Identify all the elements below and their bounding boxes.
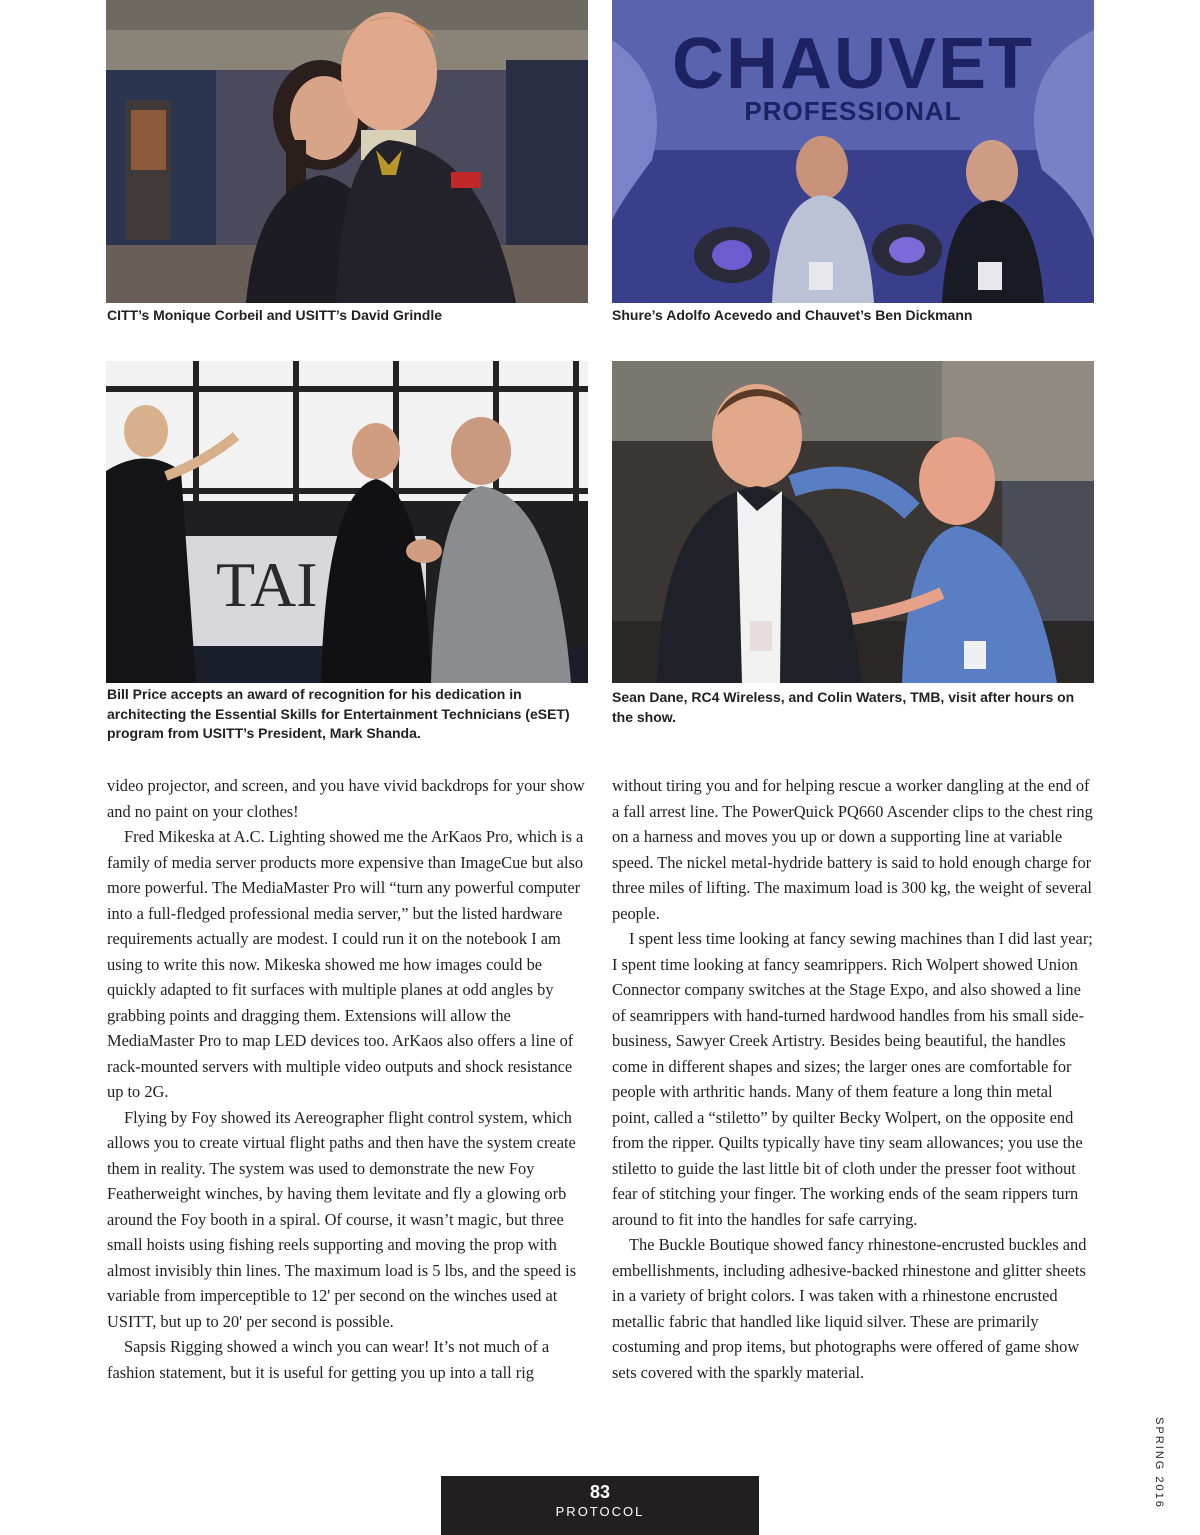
issue-side-label [1148,1417,1170,1509]
article-paragraph: The Buckle Boutique showed fancy rhinestone-encrusted buckles and embellishments, including adhesive-backed rhinestone and glitter sheets in a variety of bright colors. I was taken with a rhinestone encrusted metallic fabric that handled like liquid silver. These are primarily costuming and prop items, but photographs were offered of game show sets covered with the sparkly material. [612,1235,1087,1382]
photo-chauvet-booth [612,0,1094,303]
photo-caption: Bill Price accepts an award of recognition for his dedication in architecting the Essential Skills for Entertainment Technicians (eSET) program from USITT’s President, Mark Shanda. [107,686,570,741]
article-paragraph: Sapsis Rigging showed a winch you can wear! It’s not much of a fashion statement, but it is useful for getting you up into a tall rig [107,1337,550,1382]
issue-side-label-text: SPRING 2016 [1153,1417,1165,1509]
photo-dane-waters [612,361,1094,683]
banner-text-professional: PROFESSIONAL [744,96,962,126]
article-column-right [612,773,1094,1385]
page-footer [441,1476,759,1535]
article-column-left [107,773,589,1385]
article-paragraph: without tiring you and for helping rescue a worker dangling at the end of a fall arrest line. The PowerQuick PQ660 Ascender clips to the chest ring on a harness and moves you up or down a supporting line at variable speed. The nickel metal-hydride battery is said to hold enough charge for three miles of lifting. The maximum load is 300 kg, the weight of several people. [612,776,1093,923]
page-number: 83 [589,1482,611,1502]
banner-text-chauvet: CHAUVET [671,24,1035,104]
photo-caption: Shure’s Adolfo Acevedo and Chauvet’s Ben Dickmann [612,307,973,323]
photo-caption: Sean Dane, RC4 Wireless, and Colin Waters, TMB, visit after hours on the show. [612,689,1075,725]
article-paragraph: Flying by Foy showed its Aereographer flight control system, which allows you to create virtual flight paths and then have the system create them in reality. The system was used to demonstrate the new Foy Featherweight winches, by having them levitate and fly a glowing orb around the Foy booth in a spiral. Of course, it wasn’t magic, but three small hoists using fishing reels supporting and moving the prop with almost invisibly thin lines. The maximum load is 5 lbs, and the speed is variable from imperceptible to 12' per second on the winches used at USITT, but up to 20' per second is possible. [107,1107,577,1331]
article-paragraph: video projector, and screen, and you have vivid backdrops for your show and no paint on your clothes! [107,776,585,821]
article-paragraph: I spent less time looking at fancy sewing machines than I did last year; I spent time looking at fancy seamrippers. Rich Wolpert showed Union Connector company switches at the Stage Expo, and also showed a line of seamrippers with hand-turned hardwood handles from his small side-business, Sawyer Creek Artistry. Besides being beautiful, the handles come in different shapes and sizes; the larger ones are comfortable for people with arthritic hands. Many of them feature a long thin metal point, called a “stiletto” by quilter Becky Wolpert, on the opposite end from the ripper. Quilts typically have tiny seam allowances; you use the stiletto to guide the last little bit of cloth under the presser foot without fear of stitching your finger. The working ends of the seam rippers turn around to fit into the handles for safe carrying. [612,929,1093,1229]
publication-name: PROTOCOL [555,1504,645,1519]
photo-bill-price-award [106,361,588,683]
article-paragraph: Fred Mikeska at A.C. Lighting showed me the ArKaos Pro, which is a family of media server products more expensive than ImageCue but also more powerful. The MediaMaster Pro will “turn any powerful computer into a full-fledged professional media server,” but the listed hardware requirements actually are modest. I could run it on the notebook I am using to write this now. Mikeska showed me how images could be quickly adapted to fit surfaces with multiple planes at odd angles by grabbing points and dragging them. Extensions will allow the MediaMaster Pro to map LED devices too. ArKaos also offers a line of rack-mounted servers with multiple video outputs and shock resistance up to 2G. [107,827,584,1101]
backdrop-text: TAI [216,549,318,620]
photo-corbeil-grindle [106,0,588,303]
photo-caption: CITT’s Monique Corbeil and USITT’s David Grindle [107,307,442,323]
